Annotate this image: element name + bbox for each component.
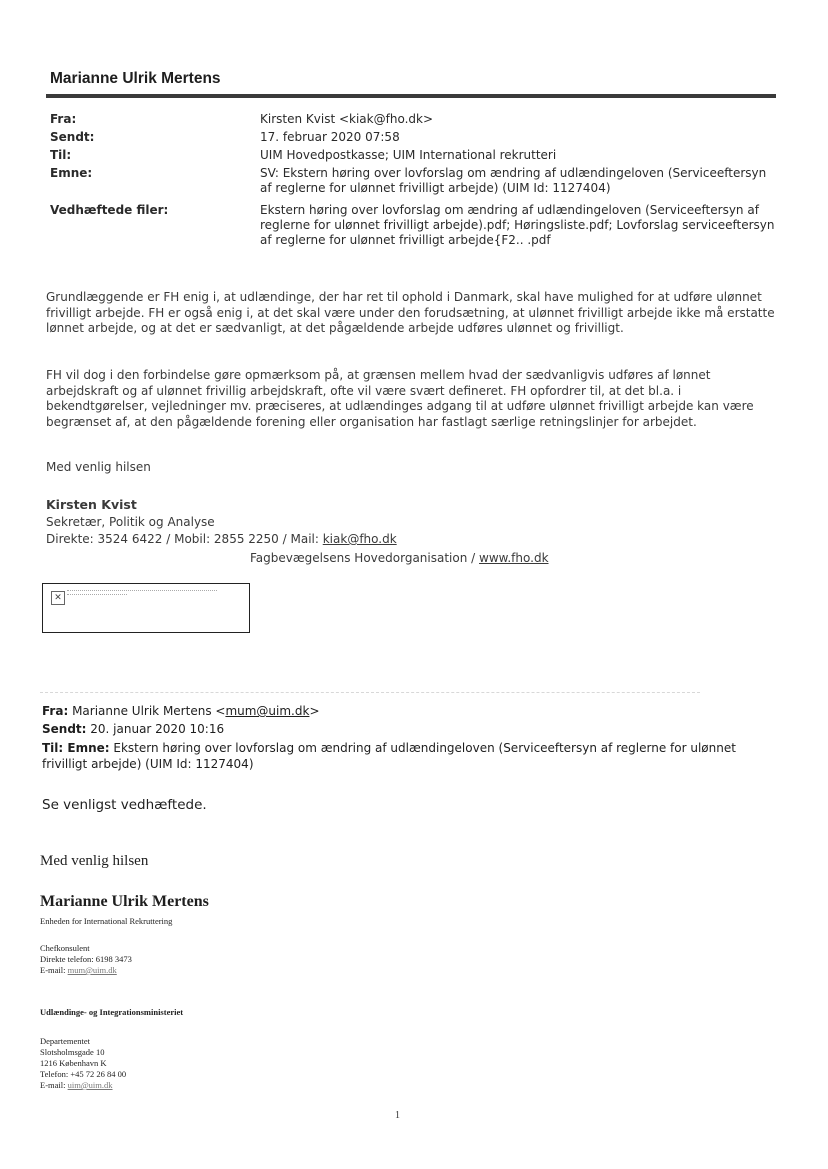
forward-from-name: Marianne Ulrik Mertens < (68, 704, 226, 718)
body-paragraph-2: FH vil dog i den forbindelse gøre opmærksom på, at grænsen mellem hvad der sædvanligvis udføres af lønnet arbejdskraft og af ulønnet frivillig arbejdskraft, ofte vil være svært defineret. FH opfordrer til, at det bl.a. i bekendtgørelser, vejledninger mv. præciseres, at udlændinges adgang til at udføre ulønnet frivilligt arbejde kan være begrænset af, at den pågældende forening eller organisation har fastlagt særlige retningslinjer for arbejdet. (46, 368, 754, 430)
message-separator (40, 692, 700, 693)
forward-from-suffix: > (309, 704, 320, 718)
forward-sent-line (42, 721, 224, 737)
forward-phone: Direkte telefon: 6198 3473 (40, 954, 132, 964)
placeholder-text-line (67, 594, 127, 597)
ministry-email-line (40, 1080, 113, 1090)
forward-from-label: Fra: (42, 704, 69, 718)
ministry-department: Departementet (40, 1036, 91, 1046)
signature-email-link[interactable]: kiak@fho.dk (322, 532, 397, 546)
to-value: UIM Hovedpostkasse; UIM International rekrutteri (260, 148, 557, 162)
forward-unit: Enheden for International Rekruttering (40, 916, 173, 926)
broken-image-placeholder (42, 583, 250, 633)
forward-closing: Med venlig hilsen (40, 853, 149, 869)
ministry-email-label: E-mail: (40, 1080, 68, 1090)
ministry-city: 1216 København K (40, 1058, 107, 1068)
body-paragraph-1: Grundlæggende er FH enig i, at udlændinge, der har ret til ophold i Danmark, skal have mulighed for at udføre ulønnet frivilligt arbejde. FH er også enig i, at det skal være under den forudsætning, at ulønnet frivilligt arbejde ikke må erstatte lønnet arbejde, og at det er sædvanligt, at det pågældende arbejde udføres ulønnet og frivilligt. (46, 290, 775, 336)
attachments-label: Vedhæftede filer: (50, 203, 169, 217)
forward-signature-name: Marianne Ulrik Mertens (40, 893, 209, 910)
forward-email-label: E-mail: (40, 965, 68, 975)
forward-sent-label: Sendt: (42, 722, 87, 736)
mailbox-owner-title: Marianne Ulrik Mertens (50, 70, 221, 87)
to-label: Til: (50, 148, 72, 162)
forward-sent-value: 20. januar 2020 10:16 (86, 722, 225, 736)
forward-subject-label: Til: Emne: (42, 741, 110, 755)
ministry-phone: Telefon: +45 72 26 84 00 (40, 1069, 127, 1079)
organisation-text: Fagbevægelsens Hovedorganisation / (250, 551, 480, 565)
subject-label: Emne: (50, 166, 93, 180)
forward-from-line (42, 703, 320, 719)
attachments-value[interactable]: Ekstern høring over lovforslag om ændring af udlændingeloven (Serviceeftersyn af reglerne for ulønnet frivilligt arbejde).pdf; Høringsliste.pdf; Lovforslag serviceeftersyn af reglerne for ulønnet frivilligt arbejde{F2.. .pdf (260, 203, 775, 247)
forward-message: Se venligst vedhæftede. (42, 797, 207, 813)
from-label: Fra: (50, 112, 77, 126)
from-value: Kirsten Kvist <kiak@fho.dk> (260, 112, 434, 126)
signature-contact-text: Direkte: 3524 6422 / Mobil: 2855 2250 / Mail: (46, 532, 323, 546)
placeholder-text-line (67, 590, 217, 593)
sent-label: Sendt: (50, 130, 95, 144)
forward-from-email-link[interactable]: mum@uim.dk (225, 704, 310, 718)
signature-title: Sekretær, Politik og Analyse (46, 515, 215, 529)
ministry-name: Udlændinge- og Integrationsministeriet (40, 1007, 184, 1017)
closing-text: Med venlig hilsen (46, 460, 151, 474)
page-number: 1 (395, 1110, 400, 1121)
forward-email-link[interactable]: mum@uim.dk (67, 965, 117, 975)
forward-subject-value: Ekstern høring over lovforslag om ændring af udlændingeloven (Serviceeftersyn af reglerne for ulønnet frivilligt arbejde) (UIM Id: 1127404) (42, 741, 736, 771)
broken-image-icon: ✕ (51, 591, 65, 605)
website-link[interactable]: www.fho.dk (479, 551, 549, 565)
signature-name: Kirsten Kvist (46, 497, 137, 512)
subject-value: SV: Ekstern høring over lovforslag om ændring af udlændingeloven (Serviceeftersyn af reglerne for ulønnet frivilligt arbejde) (UIM Id: 1127404) (260, 166, 767, 195)
forward-email-line (40, 965, 117, 975)
signature-organisation (250, 551, 549, 567)
ministry-street: Slotsholmsgade 10 (40, 1047, 105, 1057)
header-rule (46, 94, 776, 98)
ministry-email-link[interactable]: uim@uim.dk (67, 1080, 113, 1090)
forward-role: Chefkonsulent (40, 943, 90, 953)
signature-contact (46, 532, 397, 548)
sent-value: 17. februar 2020 07:58 (260, 130, 400, 144)
forward-subject-line (42, 740, 762, 772)
